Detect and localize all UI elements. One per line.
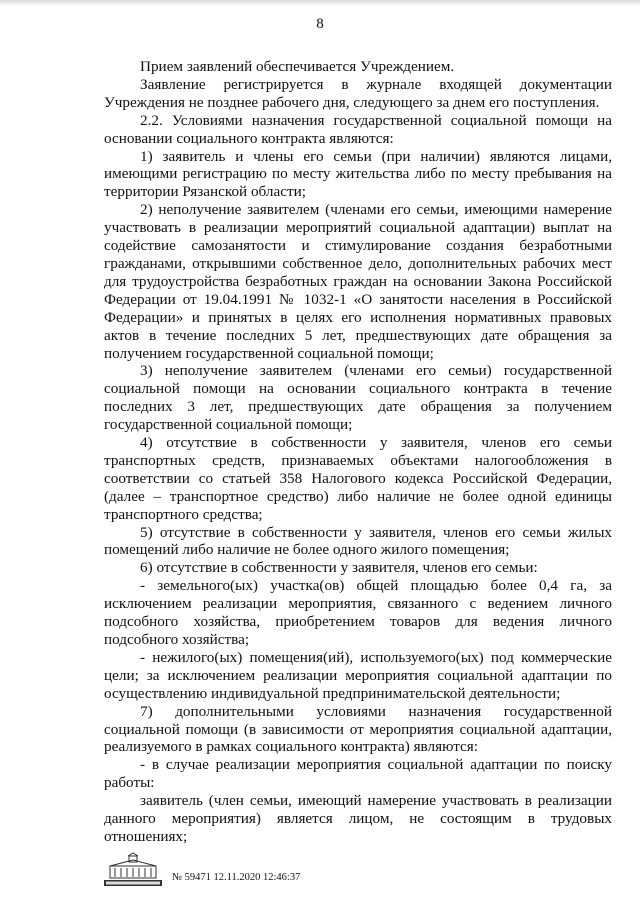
paragraph: 6) отсутствие в собственности у заявителя, членов его семьи: bbox=[140, 559, 538, 577]
document-footer bbox=[102, 852, 402, 892]
paragraph: - в случае реализации мероприятия социальной адаптации по поиску работы: bbox=[104, 756, 612, 792]
paragraph: 4) отсутствие в собственности у заявителя, членов его семьи транспортных средств, признаваемых объектами налогообложения в соответствии со статьей 358 Налогового кодекса Российской Федерации, (далее – транспортное средство) либо наличие не более одной единицы транспортного средства; bbox=[104, 434, 612, 523]
document-registration-number: № 59471 12.11.2020 12:46:37 bbox=[172, 872, 301, 883]
paragraph: - земельного(ых) участка(ов) общей площадью более 0,4 га, за исключением реализации мероприятия, связанного с ведением личного подсобного хозяйства, приобретением товаров для ведения личного подсобного хозяйства; bbox=[104, 577, 612, 648]
page-number: 8 bbox=[316, 16, 324, 32]
document-body bbox=[104, 58, 612, 846]
paragraph: - нежилого(ых) помещения(ий), используемого(ых) под коммерческие цели; за исключением реализации мероприятия социальной адаптации по осуществлению индивидуальной предпринимательской деятельности; bbox=[104, 648, 612, 702]
building-logo-icon bbox=[102, 852, 164, 888]
paragraph: 5) отсутствие в собственности у заявителя, членов его семьи жилых помещений либо наличие не более одного жилого помещения; bbox=[104, 523, 612, 559]
paragraph: 1) заявитель и члены его семьи (при наличии) являются лицами, имеющими регистрацию по месту жительства либо по месту пребывания на территории Рязанской области; bbox=[104, 147, 612, 201]
paragraph: 3) неполучение заявителем (членами его семьи) государственной социальной помощи на основании социального контракта в течение последних 3 лет, предшествующих дате обращения за получением государственной социальной помощи; bbox=[104, 362, 612, 434]
paragraph: 2.2. Условиями назначения государственной социальной помощи на основании социального контракта являются: bbox=[104, 111, 612, 147]
paragraph: 7) дополнительными условиями назначения государственной социальной помощи (в зависимости от мероприятия социальной адаптации, реализуемого в рамках социального контракта) являются: bbox=[104, 702, 612, 756]
paragraph: Прием заявлений обеспечивается Учреждением. bbox=[140, 58, 455, 75]
paragraph: заявитель (член семьи, имеющий намерение участвовать в реализации данного мероприятия) является лицом, не состоящим в трудовых отношениях; bbox=[104, 792, 612, 845]
paragraph: Заявление регистрируется в журнале входящей документации Учреждения не позднее рабочего дня, следующего за днем его поступления. bbox=[104, 75, 612, 111]
scan-edge bbox=[0, 0, 640, 6]
paragraph: 2) неполучение заявителем (членами его семьи, имеющими намерение участвовать в реализации мероприятий социальной адаптации) выплат на содействие самозанятости и стимулирование создания безработными гражданами, открывшими собственное дело, дополнительных рабочих мест для трудоустройства безработных граждан на основании Закона Российской Федерации от 19.04.1991 № 1032-1 «О занятости населения в Российской Федерации» и принятых в целях его исполнения нормативных правовых актов в течение последних 5 лет, предшествующих дате обращения за получением государственной социальной помощи; bbox=[104, 201, 612, 362]
